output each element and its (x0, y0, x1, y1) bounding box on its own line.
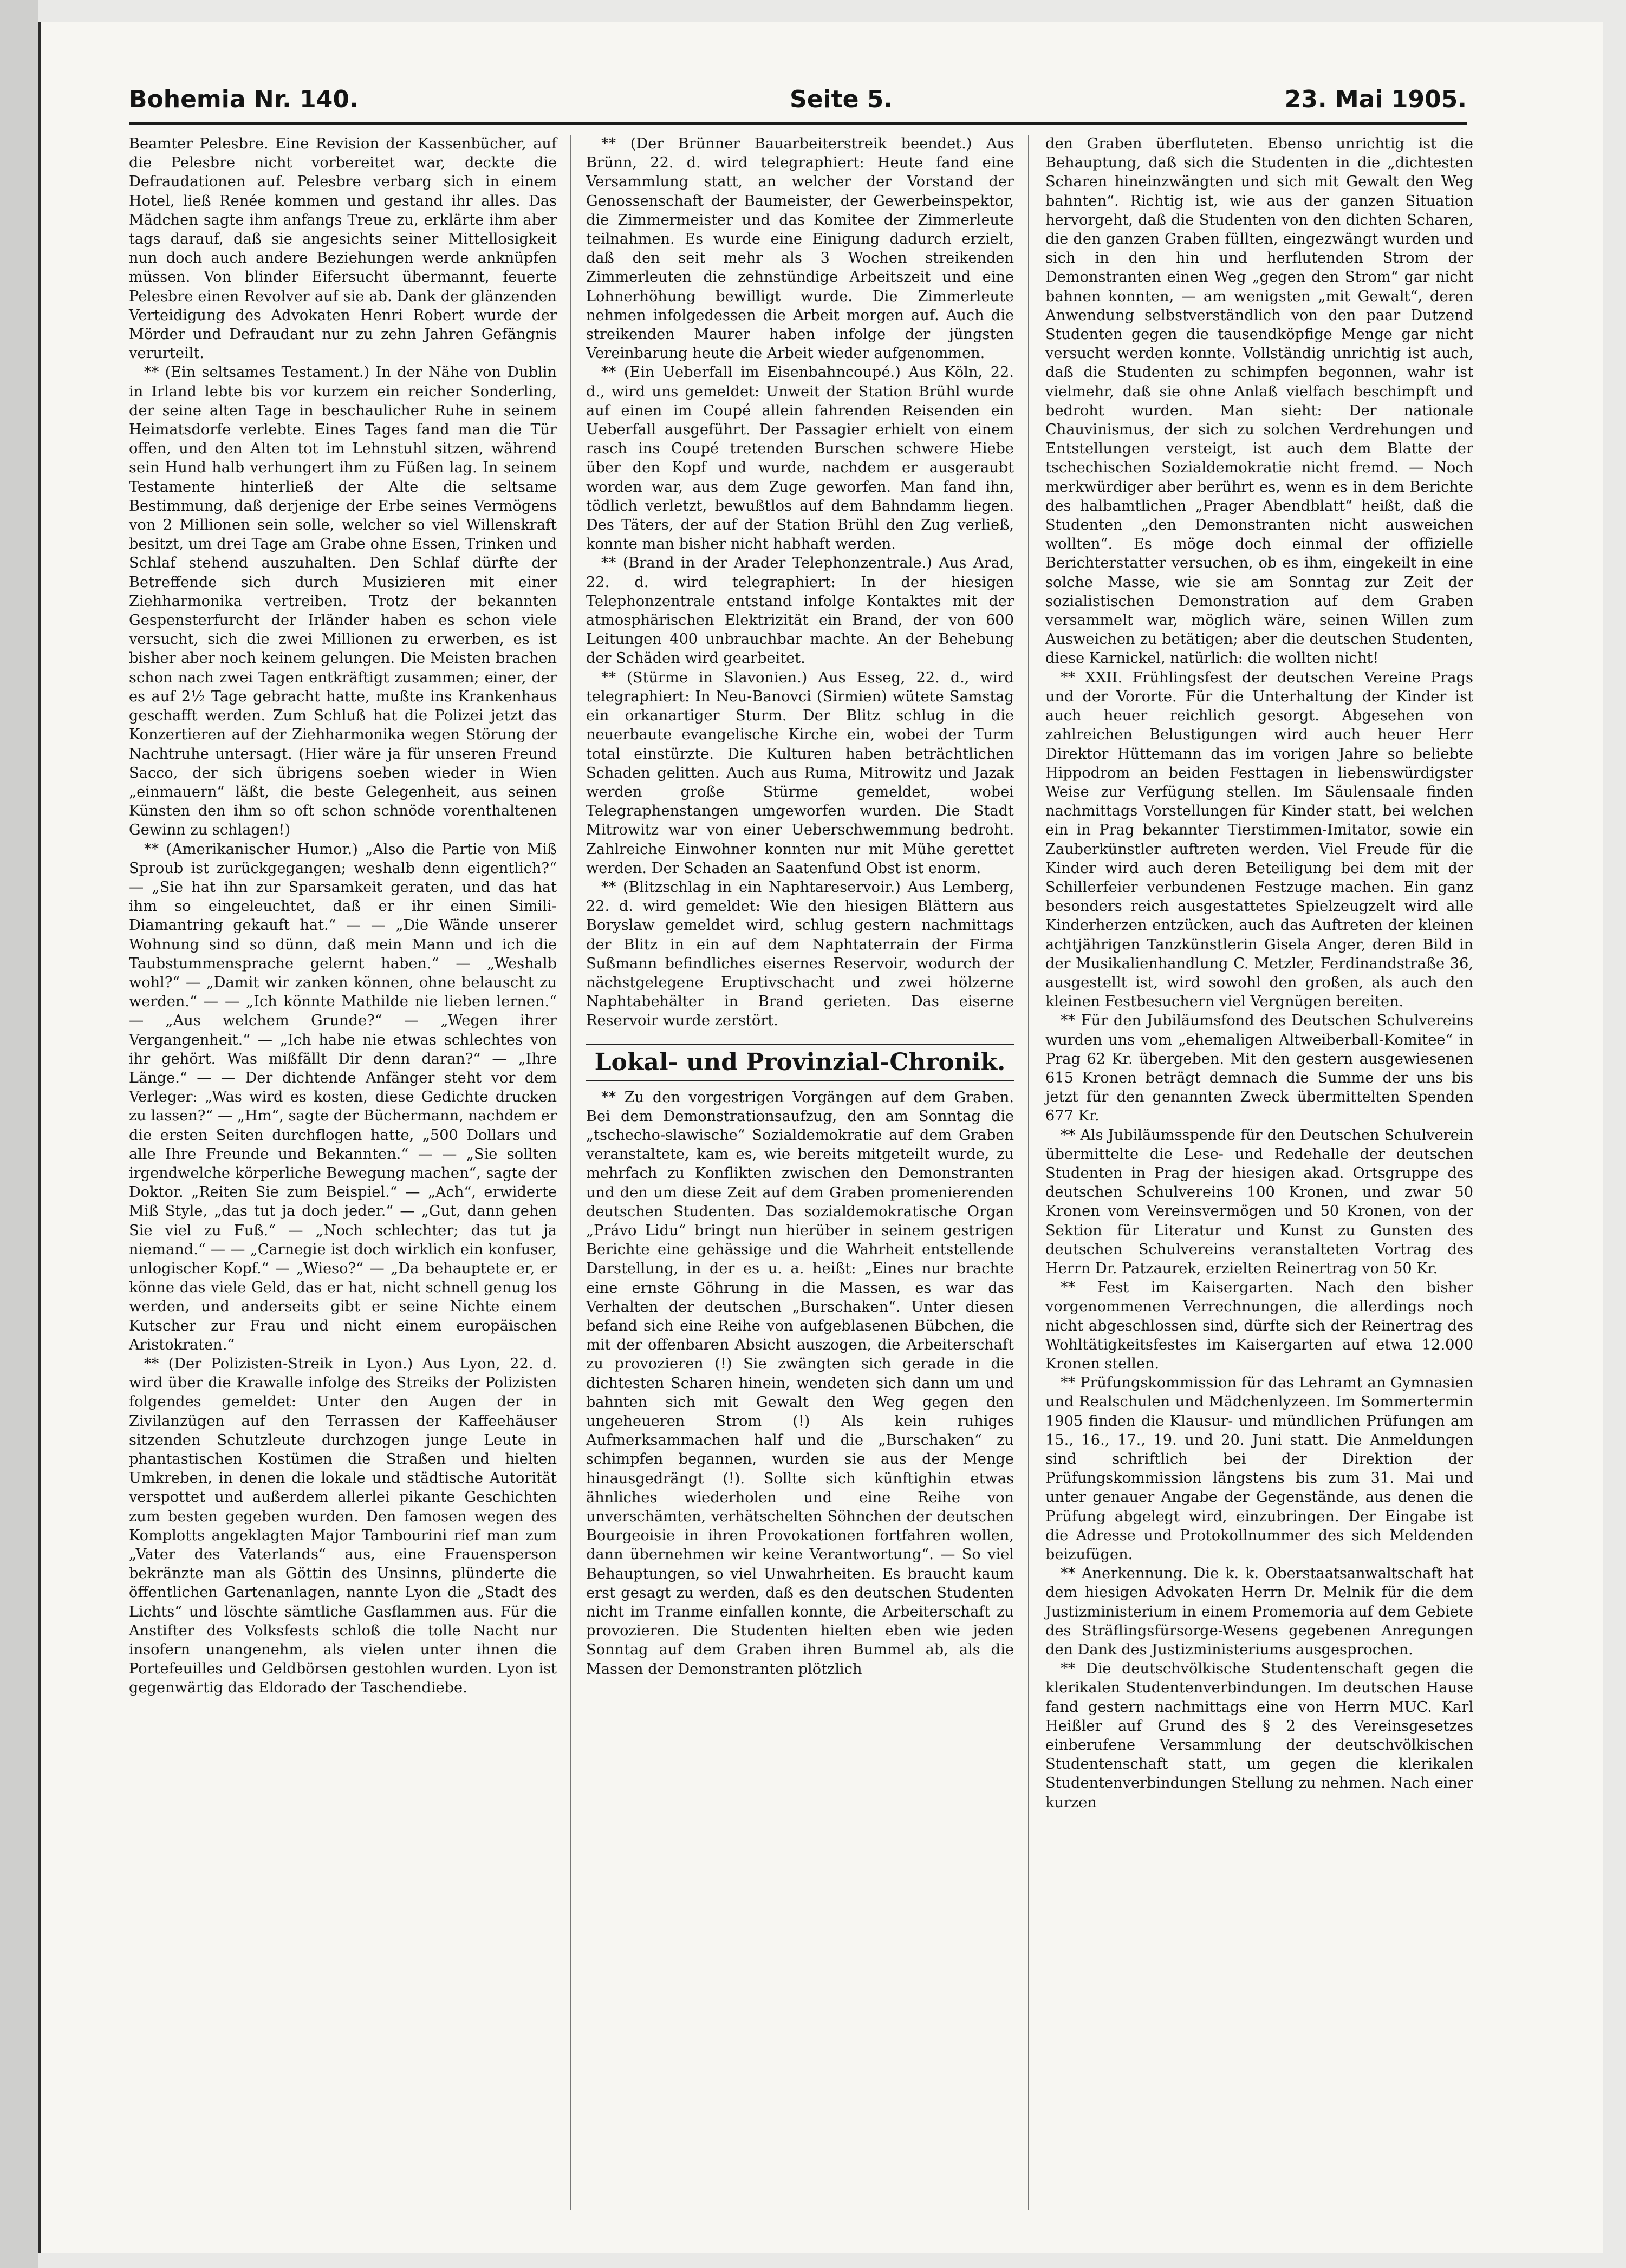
scan-margin (0, 0, 38, 2268)
section-heading: Lokal- und Provinzial-Chronik. (586, 1044, 1014, 1081)
article-paragraph: ** Für den Jubiläumsfond des Deutschen Schulvereins wurden uns vom „ehemaligen Altweiberball-Komitee“ in Prag 62 Kr. übergeben. Mit den gestern ausgewiesenen 615 Kronen beträgt demnach die Summe der uns bis jetzt für den genannten Zweck übermittelten Spenden 677 Kr. (1045, 1012, 1473, 1125)
column-1 (129, 134, 557, 1698)
column-divider (1028, 135, 1029, 2210)
header-rule (129, 122, 1467, 125)
article-paragraph: ** Anerkennung. Die k. k. Oberstaatsanwaltschaft hat dem hiesigen Advokaten Herrn Dr. Melnik für die dem Justizministerium in einem Promemoria auf dem Gebiete des Sträflingsfürsorge-Wesens gegebenen Anregungen den Dank des Justizministeriums ausgesprochen. (1045, 1565, 1473, 1659)
article-paragraph: ** XXII. Frühlingsfest der deutschen Vereine Prags und der Vororte. Für die Unterhaltung der Kinder ist auch heuer reichlich gesorgt. Abgesehen von zahlreichen Belustigungen wird auch heuer Herr Direktor Hüttemann das im vorigen Jahre so beliebte Hippodrom an beiden Festtagen in liebenswürdigster Weise zur Verfügung stellen. Im Säulensaale finden nachmittags Vorstellungen für Kinder statt, bei welchen ein in Prag bekannter Tierstimmen-Imitator, sowie ein Zauberkünstler auftreten werden. Viel Freude für die Kinder wird auch deren Beteiligung bei dem mit der Schillerfeier verbundenen Festzuge machen. Ein ganz besonders reich ausgestattetes Spielzeugzelt wird alle Kinderherzen entzücken, auch das Auftreten der kleinen achtjährigen Tanzkünstlerin Gisela Anger, deren Bild in der Musikalienhandlung C. Metzler, Ferdinandstraße 36, ausgestellt ist, wird sowohl den großen, als auch den kleinen Festbesuchern viel Vergnügen bereiten. (1045, 669, 1473, 1011)
article-paragraph: den Graben überfluteten. Ebenso unrichtig ist die Behauptung, daß sich die Studenten in die „dichtesten Scharen hineinzwängten und sich mit Gewalt den Weg bahnten“. Richtig ist, wie aus der ganzen Situation hervorgeht, daß die Studenten von den dichten Scharen, die den ganzen Graben füllten, eingezwängt wurden und sich in den hin und herflutenden Strom der Demonstranten einen Weg „gegen den Strom“ gar nicht bahnen konnten, — am wenigsten „mit Gewalt“, deren Anwendung selbstverständlich von den paar Dutzend Studenten gegen die tausendköpfige Menge gar nicht versucht werden konnte. Vollständig unrichtig ist auch, daß die Studenten zu schimpfen begonnen, wahr ist vielmehr, daß sie ohne Anlaß vielfach beschimpft und bedroht wurden. Man sieht: Der nationale Chauvinismus, der sich zu solchen Verdrehungen und Entstellungen versteigt, ist auch dem Blatte der tschechischen Sozialdemokratie nicht fremd. — Noch merkwürdiger aber berührt es, wenn es in dem Berichte des halbamtlichen „Prager Abendblatt“ heißt, daß die Studenten „den Demonstranten nicht ausweichen wollten“. Es möge doch einmal der offizielle Berichterstatter versuchen, ob es ihm, eingekeilt in eine solche Masse, wie sie am Sonntag zur Zeit der sozialistischen Demonstration auf dem Graben versammelt war, möglich wäre, seinen Willen zum Ausweichen zu betätigen; aber die deutschen Studenten, diese Karnickel, natürlich: die wollten nicht! (1045, 135, 1473, 667)
article-paragraph: ** Zu den vorgestrigen Vorgängen auf dem Graben. Bei dem Demonstrationsaufzug, den am Sonntag die „tschecho-slawische“ Sozialdemokratie auf dem Graben veranstaltete, kam es, wie bereits mitgeteilt wurde, zu mehrfach zu Konflikten zwischen den Demonstranten und den um diese Zeit auf dem Graben promenierenden deutschen Studenten. Das sozialdemokratische Organ „Právo Lidu“ bringt nun hierüber in seinem gestrigen Berichte eine gehässige und die Wahrheit entstellende Darstellung, in der es u. a. heißt: „Eines nur brachte eine ernste Göhrung in die Massen, es war das Verhalten der deutschen „Burschaken“. Unter diesen befand sich eine Reihe von aufgeblasenen Bübchen, die mit der offenbaren Absicht auszogen, die Arbeiterschaft zu provozieren (!) Sie zwängten sich gerade in die dichtesten Scharen hinein, wendeten sich dann um und bahnten sich mit Gewalt den Weg gegen den ungeheueren Strom (!) Als kein ruhiges Aufmerksammachen half und die „Burschaken“ zu schimpfen begannen, wurden sie aus der Menge hinausgedrängt (!). Sollte sich künftighin etwas ähnliches wiederholen und eine Reihe von unverschämten, verhätschelten Söhnchen der deutschen Bourgeoisie in ihren Provokationen fortfahren wollen, dann übernehmen wir keine Verantwortung“. — So viel Behauptungen, so viel Unwahrheiten. Es braucht kaum erst gesagt zu werden, daß es den deutschen Studenten nicht im Tranme einfallen konnte, die Arbeiterschaft zu provozieren. Die Studenten hielten eben wie jeden Sonntag auf dem Graben ihren Bummel ab, als die Massen der Demonstranten plötzlich (586, 1089, 1014, 1678)
article-paragraph: ** (Blitzschlag in ein Naphtareservoir.) Aus Lemberg, 22. d. wird gemeldet: Wie den hiesigen Blättern aus Boryslaw gemeldet wird, schlug gestern nachmittags der Blitz in ein auf dem Naphtaterrain der Firma Sußmann befindliches eisernes Reservoir, wodurch der nächstgelegene Eruptivschacht und zwei hölzerne Naphtabehälter in Brand gerieten. Das eiserne Reservoir wurde zerstört. (586, 878, 1014, 1029)
article-paragraph: ** (Der Polizisten-Streik in Lyon.) Aus Lyon, 22. d. wird über die Krawalle infolge des Streiks der Polizisten folgendes gemeldet: Unter den Augen der in Zivilanzügen auf den Terrassen der Kaffeehäuser sitzenden Schutzleute durchzogen junge Leute in phantastischen Kostümen die Straßen und hielten Umkreben, in denen die lokale und städtische Autorität verspottet und außerdem allerlei pikante Geschichten zum besten gegeben wurden. Den famosen wegen des Komplotts angeklagten Major Tambourini rief man zum „Vater des Vaterlands“ aus, eine Frauensperson bekränzte man als Göttin des Unsinns, plünderte die öffentlichen Gartenanlagen, nannte Lyon die „Stadt des Lichts“ und löschte sämtliche Gasflammen aus. Für die Anstifter des Volksfests schloß die tolle Nacht nur insofern unangenehm, als vielen unter ihnen die Portefeuilles und Geldbörsen gestohlen wurden. Lyon ist gegenwärtig das Eldorado der Taschendiebe. (129, 1355, 557, 1697)
article-paragraph: ** Als Jubiläumsspende für den Deutschen Schulverein übermittelte die Lese- und Redehalle der deutschen Studenten in Prag der hiesigen akad. Ortsgruppe des deutschen Schulvereins 100 Kronen, und zwar 50 Kronen vom Vereinsvermögen und 50 Kronen, von der Sektion für Literatur und Kunst zu Gunsten des deutschen Schulvereins veranstalteten Vortrag des Herrn Dr. Patzaurek, erzielten Reinertrag von 50 Kr. (1045, 1126, 1473, 1277)
article-paragraph: ** (Der Brünner Bauarbeiterstreik beendet.) Aus Brünn, 22. d. wird telegraphiert: Heute fand eine Versammlung statt, an welcher der Vorstand der Genossenschaft der Baumeister, der Gewerbeinspektor, die Zimmermeister und das Komitee der Zimmerleute teilnahmen. Es wurde eine Einigung dadurch erzielt, daß den seit mehr als 3 Wochen streikenden Zimmerleuten die zehnstündige Arbeitszeit und eine Lohnerhöhung bewilligt wurde. Die Zimmerleute nehmen infolgedessen die Arbeit morgen auf. Auch die streikenden Maurer haben infolge der jüngsten Vereinbarung heute die Arbeit wieder aufgenommen. (586, 135, 1014, 362)
header-date: 23. Mai 1905. (1284, 86, 1467, 113)
column-2 (586, 134, 1014, 1679)
article-paragraph: ** (Amerikanischer Humor.) „Also die Partie von Miß Sproub ist zurückgegangen; weshalb denn eigentlich?“ — „Sie hat ihn zur Sparsamkeit geraten, und das hat ihm so eingeleuchtet, daß er ihr einen Simili-Diamantring gekauft hat.“ — — „Die Wände unserer Wohnung sind so dünn, daß mein Mann und ich die Taubstummensprache gelernt haben.“ — „Weshalb wohl?“ — „Damit wir zanken können, ohne belauscht zu werden.“ — — „Ich könnte Mathilde nie lieben lernen.“ — „Aus welchem Grunde?“ — „Wegen ihrer Vergangenheit.“ — „Ich habe nie etwas schlechtes von ihr gehört. Was mißfällt Dir denn daran?“ — „Ihre Länge.“ — — Der dichtende Anfänger steht vor dem Verleger: „Was wird es kosten, diese Gedichte drucken zu lassen?“ — „Hm“, sagte der Büchermann, nachdem er die ersten Seiten durchflogen hatte, „500 Dollars und alle Ihre Freunde und Bekannten.“ — — „Sie sollten irgendwelche körperliche Bewegung machen“, sagte der Doktor. „Reiten Sie zum Beispiel.“ — „Ach“, erwiderte Miß Style, „das tut ja doch jeder.“ — „Gut, dann gehen Sie viel zu Fuß.“ — „Noch schlechter; das tut ja niemand.“ — — „Carnegie ist doch wirklich ein konfuser, unlogischer Kopf.“ — „Wieso?“ — „Da behauptete er, er könne das viele Geld, das er hat, nicht schnell genug los werden, und anderseits gibt er seine Nichte einem Kutscher zur Frau und nicht einem europäischen Aristokraten.“ (129, 840, 557, 1353)
article-paragraph: ** Die deutschvölkische Studentenschaft gegen die klerikalen Studentenverbindungen. Im deutschen Hause fand gestern nachmittags eine von Herrn MUC. Karl Heißler auf Grund des § 2 des Vereinsgesetzes einberufene Versammlung der deutschvölkischen Studentenschaft statt, um gegen die klerikalen Studentenverbindungen Stellung zu nehmen. Nach einer kurzen (1045, 1660, 1473, 1811)
page-header (129, 86, 1467, 118)
article-paragraph: ** (Ein seltsames Testament.) In der Nähe von Dublin in Irland lebte bis vor kurzem ein reicher Sonderling, der seine alten Tage in beschaulicher Ruhe in seinem Heimatsdorfe verlebte. Eines Tages fand man die Tür offen, und den Alten tot im Lehnstuhl sitzen, während sein Hund halb verhungert ihm zu Füßen lag. In seinem Testamente hinterließ der Alte die seltsame Bestimmung, daß derjenige der Erbe seines Vermögens von 2 Millionen sein solle, welcher so viel Willenskraft besitzt, um drei Tage am Grabe ohne Essen, Trinken und Schlaf stehend auszuhalten. Den Schlaf dürfte der Betreffende sich durch Musizieren mit einer Ziehharmonika vertreiben. Trotz der bekannten Gespensterfurcht der Irländer haben es schon viele versucht, sich die zwei Millionen zu erwerben, es ist bisher aber noch keinem gelungen. Die Meisten brachen schon nach zwei Tagen entkräftigt zusammen; einer, der es auf 2½ Tage gebracht hatte, mußte ins Krankenhaus geschafft werden. Zum Schluß hat die Polizei jetzt das Konzertieren auf der Ziehharmonika wegen Störung der Nachtruhe untersagt. (Hier wäre ja für unseren Freund Sacco, der sich übrigens soeben wieder in Wien „einmauern“ läßt, die beste Gelegenheit, aus seinen Künsten den ihm so oft schon schnöde vorenthaltenen Gewinn zu schlagen!) (129, 364, 557, 839)
article-paragraph: ** (Ein Ueberfall im Eisenbahncoupé.) Aus Köln, 22. d., wird uns gemeldet: Unweit der Station Brühl wurde auf einen im Coupé allein fahrenden Reisenden ein Ueberfall ausgeführt. Der Passagier erhielt von einem rasch ins Coupé tretenden Burschen schwere Hiebe über den Kopf und wurde, nachdem er ausgeraubt worden war, aus dem Zuge geworfen. Man fand ihn, tödlich verletzt, bewußtlos auf dem Bahndamm liegen. Des Täters, der auf der Station Brühl den Zug verließ, konnte man bisher nicht habhaft werden. (586, 364, 1014, 553)
article-paragraph: Beamter Pelesbre. Eine Revision der Kassenbücher, auf die Pelesbre nicht vorbereitet war, deckte die Defraudationen auf. Pelesbre verbarg sich in einem Hotel, ließ Renée kommen und gestand ihr alles. Das Mädchen sagte ihm anfangs Treue zu, erklärte ihm aber tags darauf, daß sie angesichts seiner Mittellosigkeit nun doch auch andere Beziehungen werde anknüpfen müssen. Von blinder Eifersucht übermannt, feuerte Pelesbre einen Revolver auf sie ab. Dank der glänzenden Verteidigung des Advokaten Henri Robert wurde der Mörder und Defraudant nur zu zehn Jahren Gefängnis verurteilt. (129, 135, 557, 362)
header-masthead: Bohemia Nr. 140. (129, 86, 359, 113)
article-paragraph: ** (Stürme in Slavonien.) Aus Esseg, 22. d., wird telegraphiert: In Neu-Banovci (Sirmien) wütete Samstag ein orkanartiger Sturm. Der Blitz schlug in die neuerbaute evangelische Kirche ein, wobei der Turm total einstürzte. Die Kulturen haben beträchtlichen Schaden gelitten. Auch aus Ruma, Mitrowitz und Jazak werden große Stürme gemeldet, wobei Telegraphenstangen umgeworfen wurden. Die Stadt Mitrowitz war von einer Ueberschwemmung bedroht. Zahlreiche Einwohner konnten nur mit Mühe gerettet werden. Der Schaden an Saatenfund Obst ist enorm. (586, 669, 1014, 877)
article-paragraph: ** (Brand in der Arader Telephonzentrale.) Aus Arad, 22. d. wird telegraphiert: In der hiesigen Telephonzentrale entstand infolge Kontaktes mit der atmosphärischen Elektrizität ein Brand, der von 600 Leitungen 400 unbrauchbar machte. An der Behebung der Schäden wird gearbeitet. (586, 555, 1014, 667)
column-divider (570, 135, 571, 2210)
article-paragraph: ** Prüfungskommission für das Lehramt an Gymnasien und Realschulen und Mädchenlyzeen. Im Sommertermin 1905 finden die Klausur- und mündlichen Prüfungen am 15., 16., 17., 19. und 20. Juni statt. Die Anmeldungen sind schriftlich bei der Direktion der Prüfungskommission längstens bis zum 31. Mai und unter genauer Angabe der Gegenstände, aus denen die Prüfung abgelegt wird, einzubringen. Der Eingabe ist die Adresse und Protokollnummer des sich Meldenden beizufügen. (1045, 1374, 1473, 1563)
header-page-number: Seite 5. (790, 86, 893, 113)
article-paragraph: ** Fest im Kaisergarten. Nach den bisher vorgenommenen Verrechnungen, die allerdings noch nicht abgeschlossen sind, dürfte sich der Reinertrag des Wohltätigkeitsfestes im Kaisergarten auf etwa 12.000 Kronen stellen. (1045, 1279, 1473, 1372)
column-3 (1045, 134, 1473, 1812)
